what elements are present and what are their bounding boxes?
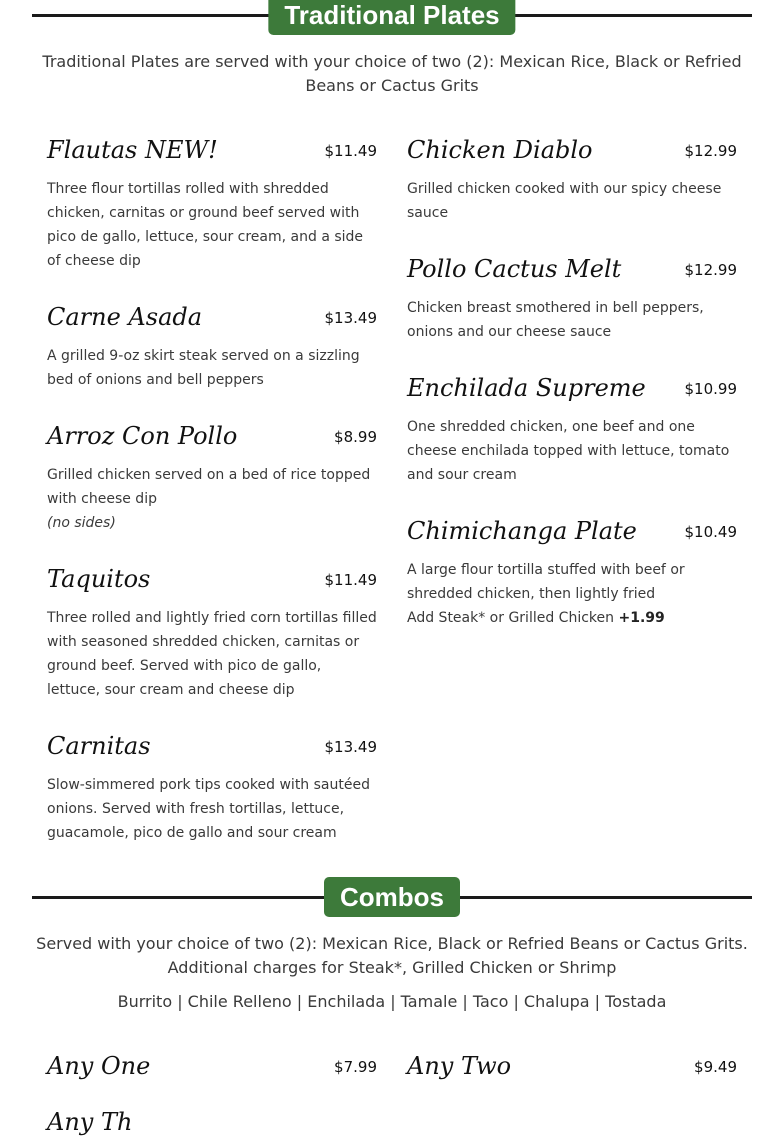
item-description: One shredded chicken, one beef and one cheese enchilada topped with lettuce, tomato and sour cream xyxy=(407,419,730,483)
combos-header xyxy=(32,877,752,917)
item-addon xyxy=(407,606,737,630)
menu-item-carnitas xyxy=(47,730,377,845)
menu-item-taquitos xyxy=(47,563,377,702)
item-description: Slow-simmered pork tips cooked with sautéed onions. Served with fresh tortillas, lettuce, guacamole, pico de gallo and sour cream xyxy=(47,777,370,841)
menu-item-enchilada-supreme xyxy=(407,372,737,487)
combos-intro: Served with your choice of two (2): Mexican Rice, Black or Refried Beans or Cactus Grits. Additional charges for Steak*, Grilled Chicken or Shrimp xyxy=(36,934,748,977)
item-name: Any Th xyxy=(47,1108,133,1136)
menu-item-arroz-con-pollo xyxy=(47,420,377,535)
traditional-plates-header xyxy=(32,0,752,35)
item-name: Arroz Con Pollo xyxy=(47,422,238,450)
combos-options: Burrito | Chile Relleno | Enchilada | Tamale | Taco | Chalupa | Tostada xyxy=(117,992,667,1011)
combo-item-any-one xyxy=(47,1050,377,1082)
item-price: $11.49 xyxy=(324,571,377,589)
item-name: Taquitos xyxy=(47,565,151,593)
item-name: Flautas NEW! xyxy=(47,136,218,164)
item-description: Chicken breast smothered in bell peppers, onions and our cheese sauce xyxy=(407,300,704,340)
menu-item-pollo-cactus-melt xyxy=(407,253,737,344)
item-price: $11.49 xyxy=(324,142,377,160)
item-price: $10.99 xyxy=(684,380,737,398)
item-name: Any Two xyxy=(407,1052,512,1080)
menu-item-carne-asada xyxy=(47,301,377,392)
item-price: $10.49 xyxy=(684,523,737,541)
item-name: Chicken Diablo xyxy=(407,136,593,164)
item-name: Carne Asada xyxy=(47,303,203,331)
item-price: $13.49 xyxy=(324,738,377,756)
item-name: Enchilada Supreme xyxy=(407,374,646,402)
menu-item-chimichanga-plate xyxy=(407,515,737,630)
menu-item-chicken-diablo xyxy=(407,134,737,225)
item-price: $13.49 xyxy=(324,309,377,327)
item-price: $7.99 xyxy=(334,1058,377,1076)
traditional-plates-intro: Traditional Plates are served with your choice of two (2): Mexican Rice, Black or Refried Beans or Cactus Grits xyxy=(42,52,742,95)
item-price: $12.99 xyxy=(684,261,737,279)
addon-price: +1.99 xyxy=(618,610,665,626)
item-description: A grilled 9-oz skirt steak served on a sizzling bed of onions and bell peppers xyxy=(47,348,360,388)
item-description: Grilled chicken cooked with our spicy cheese sauce xyxy=(407,181,722,221)
item-name: Chimichanga Plate xyxy=(407,517,637,545)
item-price: $8.99 xyxy=(334,428,377,446)
item-name: Pollo Cactus Melt xyxy=(407,255,622,283)
item-price: $12.99 xyxy=(684,142,737,160)
item-description: Three rolled and lightly fried corn tortillas filled with seasoned shredded chicken, carnitas or ground beef. Served with pico de gallo, lettuce, sour cream and cheese dip xyxy=(47,610,377,698)
addon-text: Add Steak* or Grilled Chicken xyxy=(407,610,619,626)
combo-item-any-three xyxy=(47,1106,377,1136)
item-name: Any One xyxy=(47,1052,151,1080)
item-name: Carnitas xyxy=(47,732,151,760)
section-title: Combos xyxy=(324,877,460,917)
combo-item-any-two xyxy=(407,1050,737,1082)
section-title: Traditional Plates xyxy=(268,0,515,35)
item-price: $9.49 xyxy=(694,1058,737,1076)
item-description: Three flour tortillas rolled with shredded chicken, carnitas or ground beef served with pico de gallo, lettuce, sour cream, and a side of cheese dip xyxy=(47,181,364,269)
item-description: A large flour tortilla stuffed with beef or shredded chicken, then lightly fried xyxy=(407,562,685,602)
item-description: Grilled chicken served on a bed of rice topped with cheese dip xyxy=(47,467,371,507)
item-note: (no sides) xyxy=(47,515,116,531)
menu-item-flautas xyxy=(47,134,377,273)
